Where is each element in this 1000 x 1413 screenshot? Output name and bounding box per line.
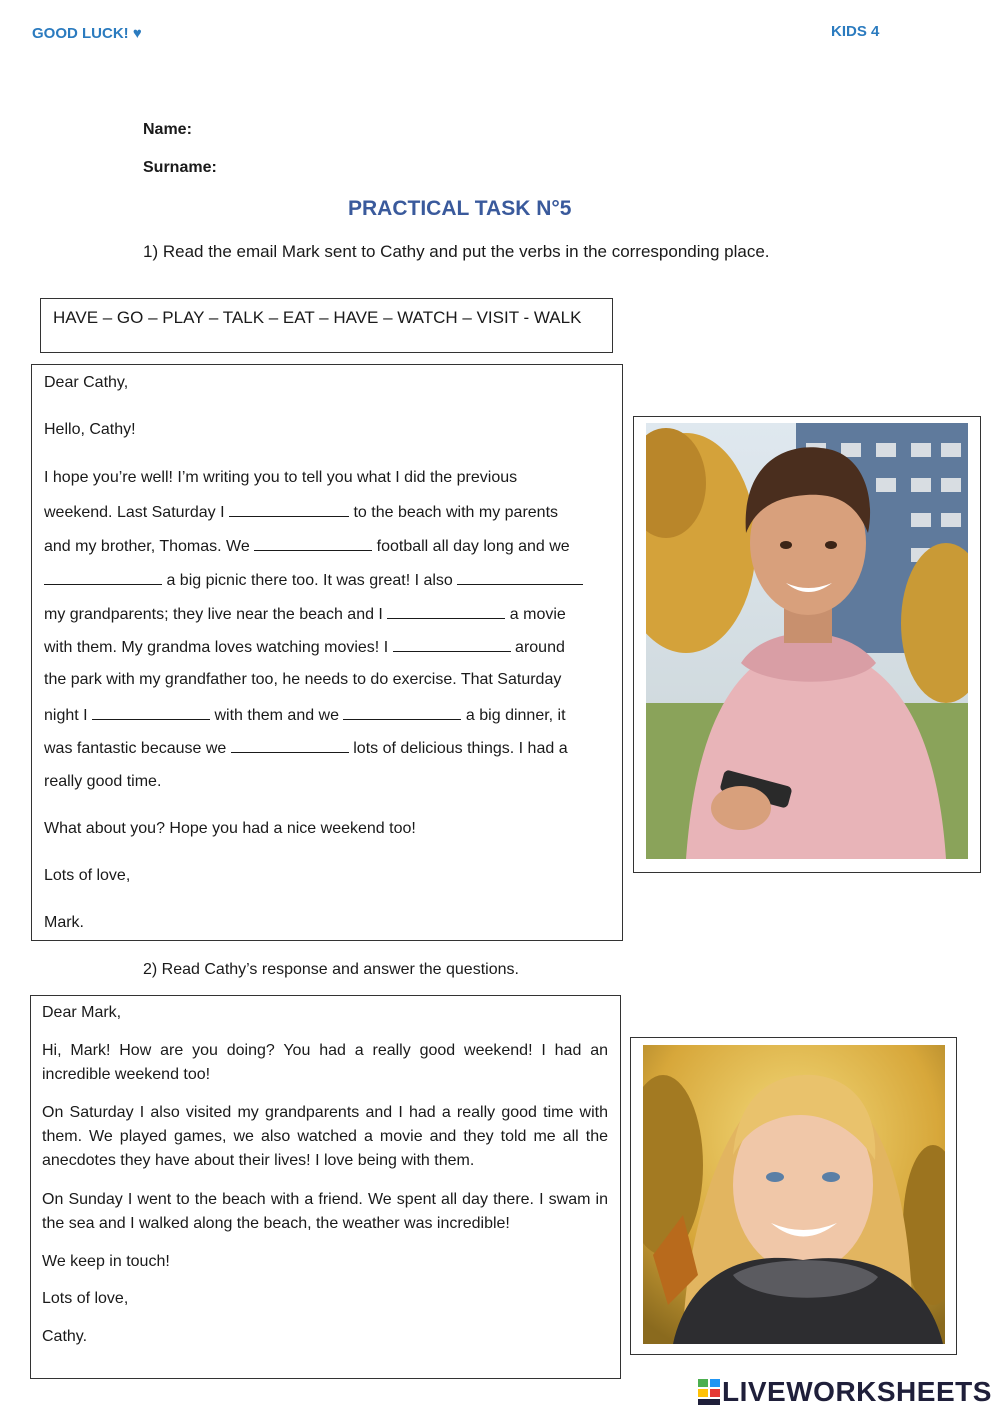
level-label: KIDS 4 [831,23,880,40]
good-luck-header: GOOD LUCK! ♥ [32,25,142,42]
boy-photo-frame [633,416,981,873]
word-bank-text: HAVE – GO – PLAY – TALK – EAT – HAVE – WATCH – VISIT - WALK [53,308,582,327]
email1-line: was fantastic because we lots of delicious things. I had a [44,740,568,757]
email1-line: weekend. Last Saturday I to the beach with my parents [44,504,559,521]
verb-blank[interactable] [343,705,461,720]
email2-paragraph: On Sunday I went to the beach with a friend. We spent all day there. I swam in the sea and I walked along the beach, the weather was incredible! [42,1191,608,1232]
email2-closing: Lots of love, [42,1290,129,1307]
name-label: Name: [143,121,192,138]
email1-line: I hope you’re well! I’m writing you to tell you what I did the previous [44,469,518,486]
page-title: PRACTICAL TASK N°5 [348,197,572,220]
email1-greeting: Dear Cathy, [44,374,129,391]
email1-closing: Lots of love, [44,867,131,884]
email2-paragraph: Hi, Mark! How are you doing? You had a really good weekend! I had an incredible weekend too! [42,1042,608,1083]
name-field[interactable] [220,116,600,140]
email1-line: and my brother, Thomas. We football all day long and we [44,538,570,555]
verb-blank[interactable] [457,570,583,585]
email1-hello: Hello, Cathy! [44,421,136,438]
verb-blank[interactable] [44,570,162,585]
email1-signature: Mark. [44,914,84,931]
email1-line: night I with them and we a big dinner, it [44,707,566,724]
email2-paragraph: We keep in touch! [42,1253,170,1270]
email1-line: with them. My grandma loves watching movies! I around [44,639,565,656]
girl-photo [643,1045,945,1344]
surname-label: Surname: [143,159,217,176]
liveworksheets-logo[interactable]: LIVEWORKSHEETS [722,1376,992,1407]
email-mark [31,364,623,941]
verb-blank[interactable] [229,502,349,517]
email1-line: my grandparents; they live near the beach and I a movie [44,606,566,623]
word-bank [40,298,613,353]
boy-photo [646,423,968,859]
verb-blank[interactable] [231,738,349,753]
liveworksheets-logo-icon [697,1377,723,1407]
email1-question: What about you? Hope you had a nice weekend too! [44,820,416,837]
verb-blank[interactable] [393,637,511,652]
email1-line: really good time. [44,773,162,790]
surname-field[interactable] [225,154,605,178]
verb-blank[interactable] [387,604,505,619]
task2-instruction: 2) Read Cathy’s response and answer the questions. [143,961,519,978]
task1-instruction: 1) Read the email Mark sent to Cathy and put the verbs in the corresponding place. [143,242,770,261]
verb-blank[interactable] [92,705,210,720]
verb-blank[interactable] [254,536,372,551]
girl-photo-frame [630,1037,957,1355]
email2-paragraph: On Saturday I also visited my grandparents and I had a really good time with them. We played games, we also watched a movie and they told me all the anecdotes they have about their lives! I love being with them. [42,1104,608,1169]
email1-line: the park with my grandfather too, he needs to do exercise. That Saturday [44,671,562,688]
email-cathy [30,995,621,1379]
email2-greeting: Dear Mark, [42,1004,122,1021]
email2-signature: Cathy. [42,1328,88,1345]
email1-line: a big picnic there too. It was great! I also [44,570,583,590]
